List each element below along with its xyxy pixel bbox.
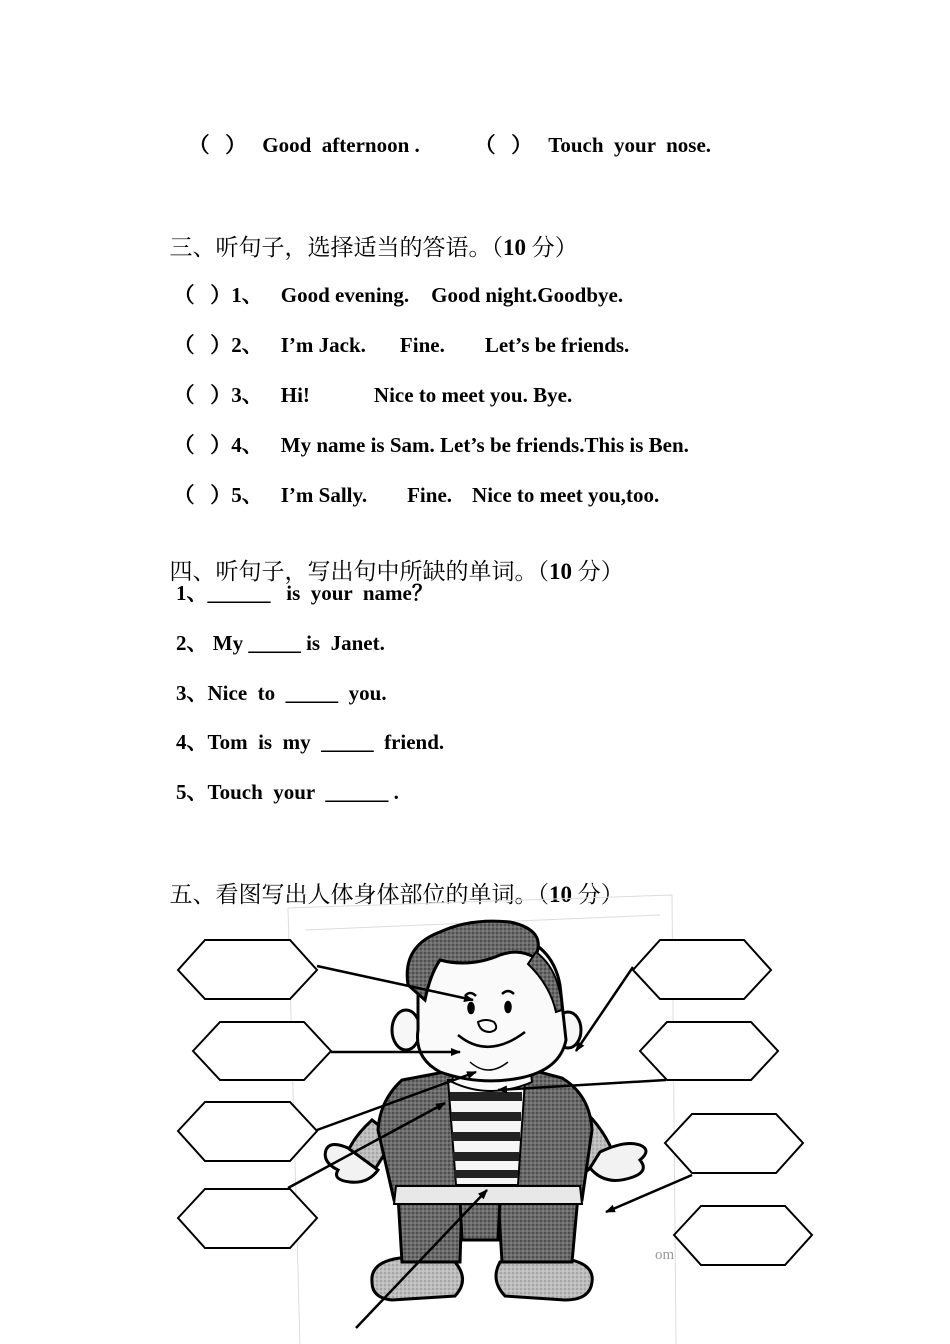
points-value: 10 — [549, 559, 572, 584]
answer-box — [193, 1022, 331, 1080]
answer-box — [665, 1114, 803, 1173]
points-value: 10 — [503, 235, 526, 260]
points-value: 10 — [549, 882, 572, 907]
item-prefix: （ ）5、 — [173, 483, 263, 507]
section3-heading: 三、听句子，选择适当的答语。（10 分） — [169, 235, 578, 260]
section4-item-3: 3、Nice to _____ you. — [176, 681, 387, 705]
section4-item-4: 4、Tom is my _____ friend. — [176, 730, 445, 754]
option-a: Hi! — [280, 383, 310, 407]
option-c: Nice to meet you,too. — [472, 483, 660, 507]
striped-shirt — [448, 1080, 525, 1185]
answer-box — [178, 1102, 317, 1161]
option-text: Good afternoon . — [262, 133, 420, 157]
answer-hexagons-right — [633, 940, 812, 1265]
answer-box — [674, 1206, 812, 1265]
option-a: Good evening. — [280, 283, 410, 307]
answer-box — [178, 940, 317, 999]
section4-item-2: 2、 My _____ is Janet. — [176, 631, 385, 655]
answer-box — [633, 940, 771, 999]
option-b: Nice to meet you. Bye. — [373, 383, 573, 407]
item-prefix: （ ）4、 — [173, 433, 263, 457]
answer-paren: （ ） — [474, 133, 533, 157]
section4-item-1: 1、______ is your name？ — [176, 581, 433, 605]
option-a: I’m Jack. — [280, 333, 366, 357]
legs — [398, 1196, 578, 1262]
option-b: Good night.Goodbye. — [431, 283, 624, 307]
answer-paren: （ ） — [188, 133, 247, 157]
option-a: My name is Sam. Let’s be friends.This is Ben. — [280, 433, 689, 457]
option-b: Fine. — [407, 483, 453, 507]
shirt-hem — [394, 1186, 582, 1204]
feet — [372, 1258, 592, 1300]
answer-hexagons-left — [178, 940, 331, 1248]
section4-item-5: 5、Touch your ______ . — [176, 780, 399, 804]
option-a: I’m Sally. — [280, 483, 368, 507]
section4-heading: 四、听句子，写出句中所缺的单词。（10 分） — [169, 559, 624, 584]
item-prefix: （ ）1、 — [173, 283, 263, 307]
option-text: Touch your nose. — [548, 133, 712, 157]
answer-box — [640, 1022, 778, 1080]
item-prefix: （ ）2、 — [173, 333, 263, 357]
option-b: Fine. — [399, 333, 445, 357]
watermark-text: om — [655, 1247, 675, 1263]
option-c: Let’s be friends. — [484, 333, 630, 357]
section5-heading: 五、看图写出人体身体部位的单词。（10 分） — [169, 882, 624, 907]
answer-box — [178, 1189, 317, 1248]
item-prefix: （ ）3、 — [173, 383, 263, 407]
